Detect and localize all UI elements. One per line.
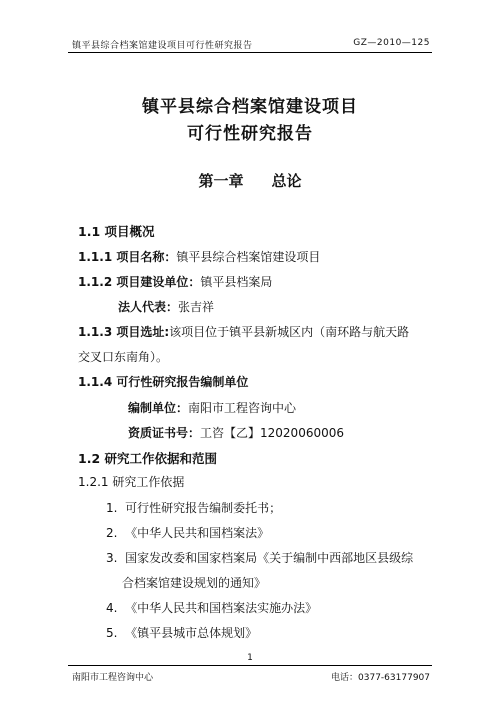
chapter-heading [0, 170, 500, 191]
item-project-name-value: 镇平县综合档案馆建设项目 [176, 250, 321, 264]
legal-representative-label: 法人代表： [118, 300, 179, 314]
item-construction-unit [78, 273, 272, 290]
running-header-doc-code: GZ—2010—125 [353, 38, 430, 48]
section-1-2-heading: 1.2 研究工作依据和范围 [78, 451, 217, 466]
qualification-certificate-label: 资质证书号： [128, 426, 201, 440]
footer-organization: 南阳市工程咨询中心 [72, 673, 154, 683]
page-number: 1 [247, 653, 253, 663]
item-project-name [78, 248, 320, 265]
list-item [106, 524, 269, 541]
list-item-text: 国家发改委和国家档案局《关于编制中西部地区县级综 [125, 551, 414, 565]
list-item-number: 3. [106, 551, 118, 565]
header-rule [68, 52, 432, 53]
list-item-text: 《中华人民共和国档案法》 [125, 526, 270, 540]
list-item [106, 499, 281, 516]
footer-phone: 电话：0377-63177907 [331, 673, 430, 683]
list-item [106, 549, 413, 566]
list-item [106, 624, 257, 641]
document-title-line2: 可行性研究报告 [187, 124, 313, 144]
section-1-1-heading: 1.1 项目概况 [78, 224, 155, 239]
list-item-text: 可行性研究报告编制委托书； [125, 501, 282, 515]
list-item-text: 《镇平县城市总体规划》 [125, 626, 258, 640]
document-title-line1: 镇平县综合档案馆建设项目 [142, 97, 358, 117]
footer-rule [68, 665, 432, 666]
item-project-site-label: 1.1.3 项目选址: [78, 325, 170, 339]
chapter-name: 总论 [271, 172, 302, 190]
compiler-unit-label: 编制单位： [128, 401, 189, 415]
item-construction-unit-value: 镇平县档案局 [200, 275, 273, 289]
item-project-site-value-line1: 该项目位于镇平县新城区内（南环路与航天路 [169, 325, 410, 339]
legal-representative-value: 张吉祥 [178, 300, 215, 314]
list-item-text: 《中华人民共和国档案法实施办法》 [125, 601, 318, 615]
compiler-unit [128, 399, 296, 416]
list-item-number: 5. [106, 626, 118, 640]
item-project-name-label: 1.1.1 项目名称： [78, 250, 177, 264]
item-report-compiler-heading: 1.1.4 可行性研究报告编制单位 [78, 375, 249, 389]
qualification-certificate-value: 工咨【乙】12020060006 [200, 426, 344, 440]
list-item-number: 1. [106, 501, 118, 515]
item-construction-unit-label: 1.1.2 项目建设单位： [78, 275, 201, 289]
chapter-number: 第一章 [198, 172, 244, 190]
legal-representative [118, 298, 214, 315]
item-project-site [78, 323, 409, 340]
running-header-title: 镇平县综合档案馆建设项目可行性研究报告 [72, 41, 253, 51]
list-item-number: 4. [106, 601, 118, 615]
list-item-continuation: 合档案馆建设规划的通知》 [122, 576, 267, 590]
compiler-unit-value: 南阳市工程咨询中心 [188, 401, 297, 415]
qualification-certificate [128, 424, 344, 441]
list-item [106, 599, 317, 616]
list-item-number: 2. [106, 526, 118, 540]
item-project-site-value-line2: 交叉口东南角）。 [78, 350, 169, 364]
subsection-1-2-1-heading: 1.2.1 研究工作依据 [78, 475, 185, 489]
